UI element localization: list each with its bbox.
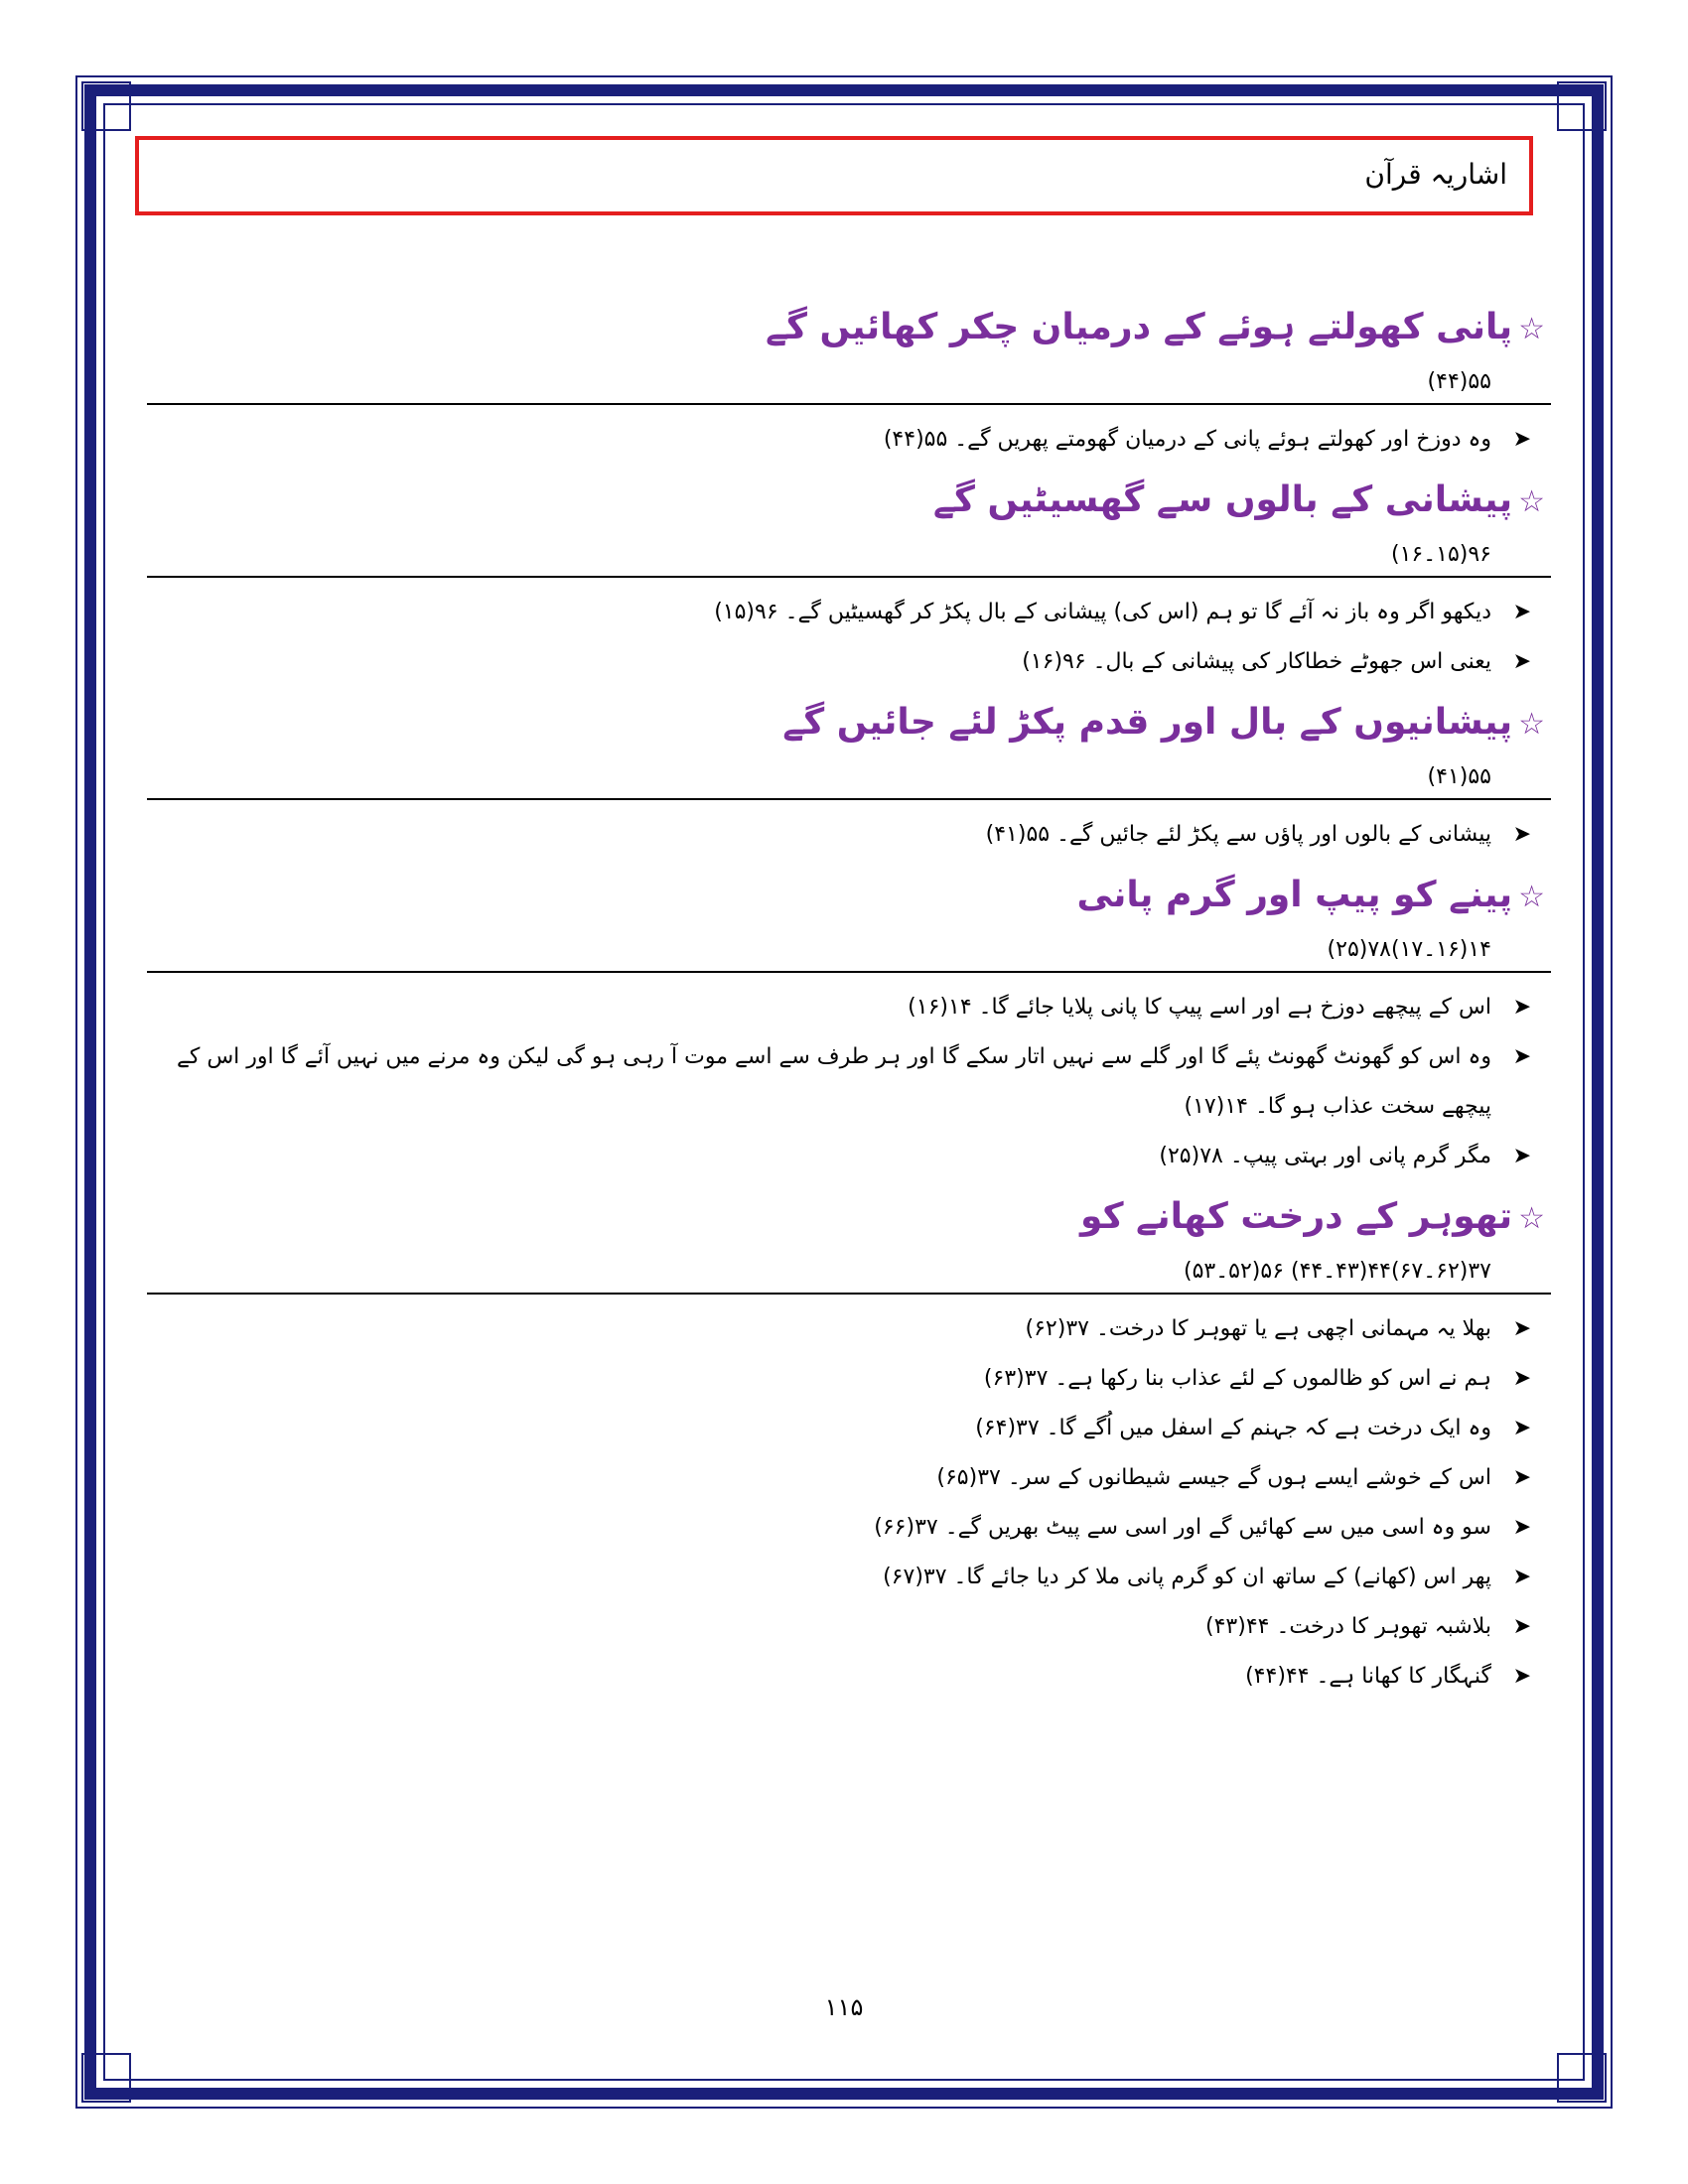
index-content (147, 298, 1551, 1707)
section-divider (147, 403, 1551, 405)
arrow-bullet-icon: ➤ (1512, 1664, 1531, 1689)
verse-text: سو وہ اسی میں سے کھائیں گے اور اسی سے پیٹ بھریں گے۔ ۳۷(۶۶) (874, 1515, 1491, 1540)
verse-list (147, 588, 1551, 687)
section-heading (147, 1187, 1551, 1249)
verse-text: ہم نے اس کو ظالموں کے لئے عذاب بنا رکھا ہے۔ ۳۷(۶۳) (983, 1366, 1491, 1391)
list-item (147, 415, 1551, 465)
section-heading (147, 866, 1551, 927)
verse-text: یعنی اس جھوٹے خطاکار کی پیشانی کے بال۔ ۹۶(۱۶) (1022, 649, 1491, 674)
section-divider (147, 971, 1551, 973)
arrow-bullet-icon: ➤ (1512, 1366, 1531, 1391)
list-item (147, 1404, 1551, 1453)
section-heading-text: تھوہر کے درخت کھانے کو (1080, 1196, 1513, 1237)
section-heading-text: پانی کھولتے ہوئے کے درمیان چکر کھائیں گے (765, 307, 1513, 347)
section-divider (147, 576, 1551, 578)
frame-corner-bottom-right (1557, 2053, 1607, 2103)
list-item (147, 1453, 1551, 1503)
list-item (147, 588, 1551, 637)
frame-corner-top-right (1557, 81, 1607, 131)
verse-text: پھر اس (کھانے) کے ساتھ ان کو گرم پانی ملا کر دیا جائے گا۔ ۳۷(۶۷) (883, 1565, 1491, 1589)
arrow-bullet-icon: ➤ (1512, 1416, 1531, 1440)
list-item (147, 1032, 1551, 1132)
section-references: ۱۴(۱۶۔۱۷)۷۸(۲۵) (1327, 937, 1491, 962)
list-item (147, 1652, 1551, 1702)
index-section (147, 693, 1551, 860)
list-item (147, 1354, 1551, 1404)
page-header (135, 136, 1533, 215)
verse-text: گنہگار کا کھانا ہے۔ ۴۴(۴۴) (1245, 1664, 1491, 1689)
page-title: اشاریہ قرآن (1364, 158, 1507, 191)
list-item (147, 1553, 1551, 1602)
list-item (147, 1602, 1551, 1652)
arrow-bullet-icon: ➤ (1512, 1144, 1531, 1168)
arrow-bullet-icon: ➤ (1512, 1515, 1531, 1540)
section-references: ۳۷(۶۲۔۶۷)۴۴(۴۳۔۴۴) ۵۶(۵۲۔۵۳) (1184, 1259, 1491, 1284)
star-icon: ☆ (1518, 484, 1545, 519)
frame-corner-top-left (81, 81, 131, 131)
section-heading-text: پیشانیوں کے بال اور قدم پکڑ لئے جائیں گے (782, 702, 1513, 743)
arrow-bullet-icon: ➤ (1512, 1316, 1531, 1341)
verse-text: وہ ایک درخت ہے کہ جہنم کے اسفل میں اُگے گا۔ ۳۷(۶۴) (975, 1416, 1491, 1440)
page-number: ۱۱۵ (824, 1993, 864, 2021)
star-icon: ☆ (1518, 707, 1545, 742)
section-divider (147, 798, 1551, 800)
section-heading (147, 693, 1551, 754)
arrow-bullet-icon: ➤ (1512, 1565, 1531, 1589)
verse-text: وہ اس کو گھونٹ گھونٹ پئے گا اور گلے سے نہیں اتار سکے گا اور ہر طرف سے اسے موت آ رہی ہو گی لیکن وہ مرنے میں نہیں آئے گا اور اس کے پیچھے سخت عذاب ہو گا۔ ۱۴(۱۷) (176, 1044, 1491, 1119)
verse-text: وہ دوزخ اور کھولتے ہوئے پانی کے درمیان گھومتے پھریں گے۔ ۵۵(۴۴) (883, 427, 1491, 452)
list-item (147, 810, 1551, 860)
index-section (147, 471, 1551, 687)
frame-corner-bottom-left (81, 2053, 131, 2103)
arrow-bullet-icon: ➤ (1512, 427, 1531, 452)
verse-text: پیشانی کے بالوں اور پاؤں سے پکڑ لئے جائیں گے۔ ۵۵(۴۱) (985, 822, 1491, 847)
list-item (147, 1503, 1551, 1553)
section-heading (147, 298, 1551, 359)
verse-list (147, 415, 1551, 465)
arrow-bullet-icon: ➤ (1512, 995, 1531, 1020)
verse-text: مگر گرم پانی اور بہتی پیپ۔ ۷۸(۲۵) (1159, 1144, 1491, 1168)
index-section (147, 298, 1551, 465)
arrow-bullet-icon: ➤ (1512, 1465, 1531, 1490)
list-item (147, 637, 1551, 687)
section-references: ۹۶(۱۵۔۱۶) (1391, 542, 1491, 567)
arrow-bullet-icon: ➤ (1512, 822, 1531, 847)
list-item (147, 1132, 1551, 1181)
index-section (147, 866, 1551, 1181)
section-divider (147, 1293, 1551, 1295)
section-heading (147, 471, 1551, 532)
section-references: ۵۵(۴۴) (1427, 369, 1491, 394)
star-icon: ☆ (1518, 312, 1545, 346)
list-item (147, 1304, 1551, 1354)
star-icon: ☆ (1518, 880, 1545, 914)
star-icon: ☆ (1518, 1201, 1545, 1236)
arrow-bullet-icon: ➤ (1512, 649, 1531, 674)
index-section (147, 1187, 1551, 1702)
verse-text: اس کے خوشے ایسے ہوں گے جیسے شیطانوں کے سر۔ ۳۷(۶۵) (936, 1465, 1491, 1490)
section-references: ۵۵(۴۱) (1427, 764, 1491, 789)
verse-text: اس کے پیچھے دوزخ ہے اور اسے پیپ کا پانی پلایا جائے گا۔ ۱۴(۱۶) (908, 995, 1491, 1020)
list-item (147, 983, 1551, 1032)
verse-list (147, 983, 1551, 1181)
verse-list (147, 1304, 1551, 1702)
arrow-bullet-icon: ➤ (1512, 1614, 1531, 1639)
verse-text: دیکھو اگر وہ باز نہ آئے گا تو ہم (اس کی) پیشانی کے بال پکڑ کر گھسیٹیں گے۔ ۹۶(۱۵) (714, 600, 1491, 624)
verse-text: بلاشبہ تھوہر کا درخت۔ ۴۴(۴۳) (1204, 1614, 1491, 1639)
verse-text: بھلا یہ مہمانی اچھی ہے یا تھوہر کا درخت۔ ۳۷(۶۲) (1025, 1316, 1491, 1341)
section-heading-text: پینے کو پیپ اور گرم پانی (1076, 875, 1513, 915)
verse-list (147, 810, 1551, 860)
arrow-bullet-icon: ➤ (1512, 1044, 1531, 1069)
section-heading-text: پیشانی کے بالوں سے گھسیٹیں گے (932, 479, 1513, 520)
arrow-bullet-icon: ➤ (1512, 600, 1531, 624)
